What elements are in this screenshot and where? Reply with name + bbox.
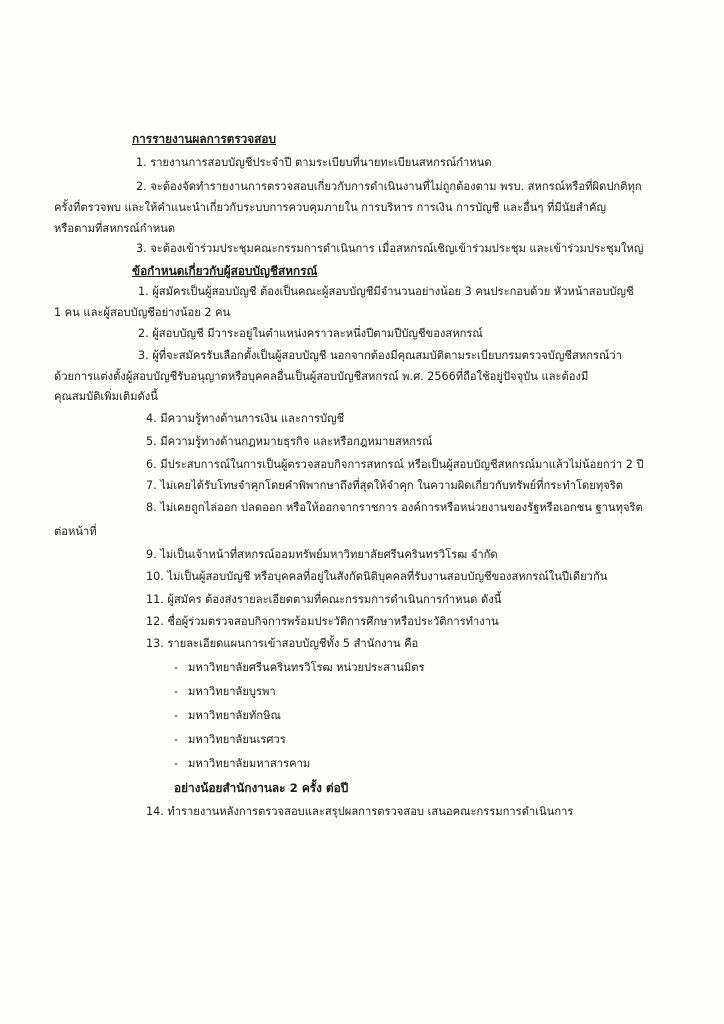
requirement-8-line-1: 8. ไม่เคยถูกไล่ออก ปลดออก หรือให้ออกจากราชการ องค์การหรือหน่วยงานของรัฐหรือเอกชน ฐานทุจริต <box>146 501 643 514</box>
campus-list-item: มหาวิทยาลัยบูรพา <box>188 685 276 698</box>
requirement-6: 6. มีประสบการณ์ในการเป็นผู้ตรวจสอบกิจการสหกรณ์ หรือเป็นผู้สอบบัญชีสหกรณ์มาแล้วไม่น้อยกว่า 2 ปี <box>146 458 644 471</box>
requirement-3-line-3: คุณสมบัติเพิ่มเติมดังนี้ <box>54 390 158 403</box>
campus-list-item: มหาวิทยาลัยนเรศวร <box>188 733 286 746</box>
requirement-1-line-1: 1. ผู้สมัครเป็นผู้สอบบัญชี ต้องเป็นคณะผู้สอบบัญชีมีจำนวนอย่างน้อย 3 คนประกอบด้วย หัวหน้าสอบบัญชี <box>138 285 634 298</box>
audit-report-item-2-line-3: หรือตามที่สหกรณ์กำหนด <box>54 222 176 235</box>
requirement-1-line-2: 1 คน และผู้สอบบัญชีอย่างน้อย 2 คน <box>54 306 231 319</box>
requirement-7: 7. ไม่เคยได้รับโทษจำคุกโดยคำพิพากษาถึงที่สุดให้จำคุก ในความผิดเกี่ยวกับทรัพย์ที่กระทำโดยทุจริต <box>146 479 624 492</box>
requirement-9: 9. ไม่เป็นเจ้าหน้าที่สหกรณ์ออมทรัพย์มหาวิทยาลัยศรีนครินทรวิโรฒ จำกัด <box>146 548 498 561</box>
audit-report-item-2-line-2: ครั้งที่ตรวจพบ และให้คำแนะนำเกี่ยวกับระบบการควบคุมภายใน การบริหาร การเงิน การบัญชี และอื่นๆ ที่มีนัยสำคัญ <box>54 201 607 214</box>
requirement-12: 12. ชื่อผู้ร่วมตรวจสอบกิจการพร้อมประวัติการศึกษาหรือประวัติการทำงาน <box>146 615 499 628</box>
campus-list-item: มหาวิทยาลัยทักษิณ <box>188 709 281 722</box>
requirement-13: 13. รายละเอียดแผนการเข้าสอบบัญชีทั้ง 5 สำนักงาน คือ <box>146 637 419 650</box>
section-heading-audit-report: การรายงานผลการตรวจสอบ <box>132 132 276 146</box>
section-heading-auditor-requirements: ข้อกำหนดเกี่ยวกับผู้สอบบัญชีสหกรณ์ <box>132 264 318 278</box>
requirement-3-line-2: ด้วยการแต่งตั้งผู้สอบบัญชีรับอนุญาตหรือบุคคลอื่นเป็นผู้สอบบัญชีสหกรณ์ พ.ศ. 2566ที่ถือใช้อยู่ปัจจุบัน และต้องมี <box>54 370 589 383</box>
requirement-4: 4. มีความรู้ทางด้านการเงิน และการบัญชี <box>146 412 345 425</box>
campus-list-item: มหาวิทยาลัยมหาสารคาม <box>188 757 311 770</box>
audit-report-item-3: 3. จะต้องเข้าร่วมประชุมคณะกรรมการดำเนินการ เมื่อสหกรณ์เชิญเข้าร่วมประชุม และเข้าร่วมประชุมใหญ่ <box>136 242 644 255</box>
campus-list-item: มหาวิทยาลัยศรีนครินทรวิโรฒ หน่วยประสานมิตร <box>188 661 425 674</box>
requirement-2: 2. ผู้สอบบัญชี มีวาระอยู่ในตำแหน่งคราวละหนึ่งปีตามปีบัญชีของสหกรณ์ <box>138 327 483 340</box>
requirement-3-line-1: 3. ผู้ที่จะสมัครรับเลือกตั้งเป็นผู้สอบบัญชี นอกจากต้องมีคุณสมบัติตามระเบียบกรมตรวจบัญชีสหกรณ์ว่า <box>138 349 622 362</box>
audit-report-item-2-line-1: 2. จะต้องจัดทำรายงานการตรวจสอบเกี่ยวกับการดำเนินงานที่ไม่ถูกต้องตาม พรบ. สหกรณ์หรือที่ผิดปกติทุก <box>136 180 642 193</box>
list-bullet: - <box>174 709 179 722</box>
requirement-5: 5. มีความรู้ทางด้านกฎหมายธุรกิจ และหรือกฎหมายสหกรณ์ <box>146 435 433 448</box>
requirement-8-line-2: ต่อหน้าที่ <box>54 525 97 538</box>
requirement-14: 14. ทำรายงานหลังการตรวจสอบและสรุปผลการตรวจสอบ เสนอคณะกรรมการดำเนินการ <box>146 805 574 818</box>
minimum-visits-note: อย่างน้อยสำนักงานละ 2 ครั้ง ต่อปี <box>174 781 349 795</box>
requirement-11: 11. ผู้สมัคร ต้องส่งรายละเอียดตามที่คณะกรรมการดำเนินการกำหนด ดังนี้ <box>146 593 502 606</box>
requirement-10: 10. ไม่เป็นผู้สอบบัญชี หรือบุคคลที่อยู่ในสังกัดนิติบุคคลที่รับงานสอบบัญชีของสหกรณ์ในปีเดียวกัน <box>146 570 608 583</box>
list-bullet: - <box>174 685 179 698</box>
list-bullet: - <box>174 757 179 770</box>
list-bullet: - <box>174 733 179 746</box>
list-bullet: - <box>174 661 179 674</box>
audit-report-item-1: 1. รายงานการสอบบัญชีประจำปี ตามระเบียบที่นายทะเบียนสหกรณ์กำหนด <box>136 156 492 169</box>
